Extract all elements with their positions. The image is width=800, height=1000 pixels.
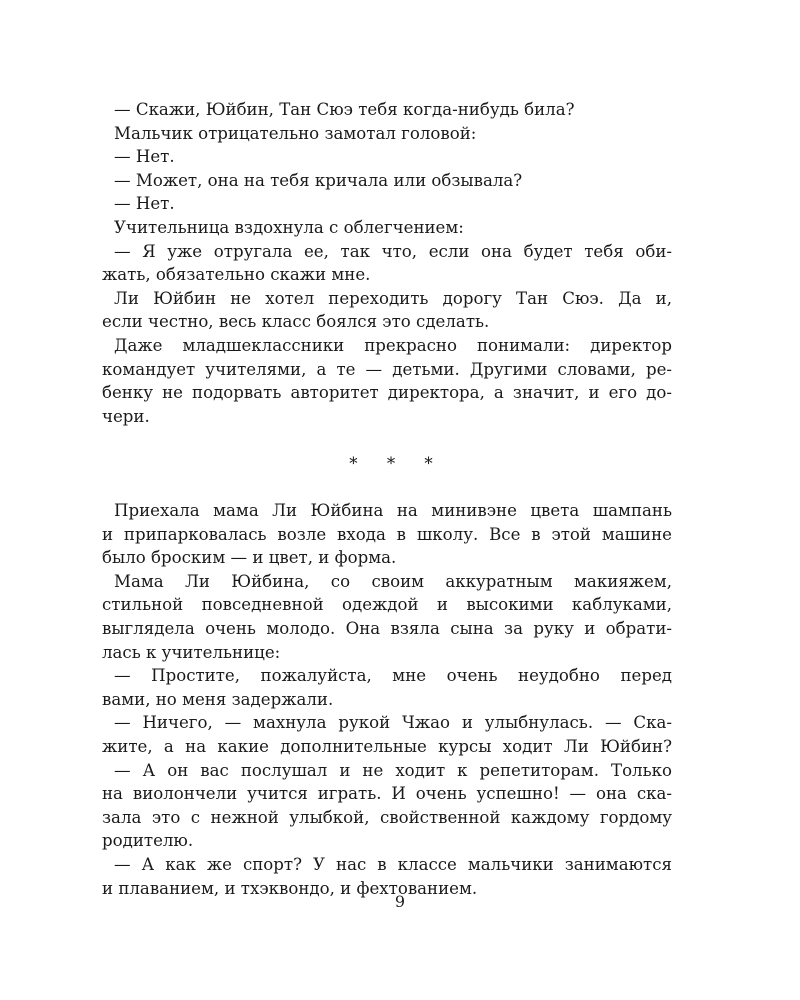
- text-line: — Скажи, Юйбин, Тан Сюэ тебя когда-нибудь била?: [114, 100, 575, 119]
- page-text: [102, 98, 672, 900]
- text-line: — Простите, пожалуйста, мне очень неудобно перед: [114, 666, 672, 686]
- text-line: — Я уже отругала ее, так что, если она будет тебя оби-: [114, 241, 672, 261]
- text-line: — Нет.: [114, 147, 175, 167]
- text-line: командует учителями, а те — детьми. Другими словами, ре-: [102, 359, 672, 379]
- text-line: — Нет.: [114, 194, 175, 214]
- text-line: чери.: [102, 406, 150, 426]
- text-line: Приехала мама Ли Юйбина на минивэне цвета шампань: [114, 501, 672, 521]
- text-line: Даже младшеклассники прекрасно понимали: директор: [114, 335, 672, 355]
- text-line: Учительница вздохнула с облегчением:: [114, 217, 464, 237]
- text-line: жите, а на какие дополнительные курсы ходит Ли Юйбин?: [102, 737, 672, 757]
- text-line: родителю.: [102, 831, 194, 851]
- text-line: Мама Ли Юйбина, со своим аккуратным макияжем,: [114, 571, 672, 591]
- text-line: — А он вас послушал и не ходит к репетиторам. Только: [114, 760, 672, 780]
- text-line: вами, но меня задержали.: [102, 689, 334, 709]
- text-line: было броским — и цвет, и форма.: [102, 548, 397, 568]
- text-line: лась к учительнице:: [102, 642, 281, 662]
- text-line: — Ничего, — махнула рукой Чжао и улыбнулась. — Ска-: [114, 713, 672, 733]
- page-number: 9: [394, 892, 406, 911]
- text-line: бенку не подорвать авторитет директора, а значит, и его до-: [102, 383, 672, 403]
- text-line: выглядела очень молодо. Она взяла сына за руку и обрати-: [102, 619, 672, 639]
- text-line: на виолончели учится играть. И очень успешно! — она ска-: [102, 784, 672, 804]
- text-line: и плаванием, и тхэквондо, и фехтованием.: [102, 878, 478, 898]
- text-line: если честно, весь класс боялся это сделать.: [102, 312, 490, 332]
- text-line: зала это с нежной улыбкой, свойственной каждому гордому: [102, 807, 672, 827]
- text-line: и припарковалась возле входа в школу. Все в этой машине: [102, 524, 672, 544]
- text-line: — А как же спорт? У нас в классе мальчики занимаются: [114, 855, 672, 874]
- text-line: жать, обязательно скажи мне.: [102, 265, 371, 285]
- text-line: Мальчик отрицательно замотал головой:: [114, 123, 477, 143]
- section-separator: * * *: [349, 453, 445, 473]
- text-line: стильной повседневной одеждой и высокими каблуками,: [102, 595, 672, 615]
- text-line: Ли Юйбин не хотел переходить дорогу Тан Сюэ. Да и,: [114, 288, 672, 308]
- text-line: — Может, она на тебя кричала или обзывала?: [114, 170, 523, 190]
